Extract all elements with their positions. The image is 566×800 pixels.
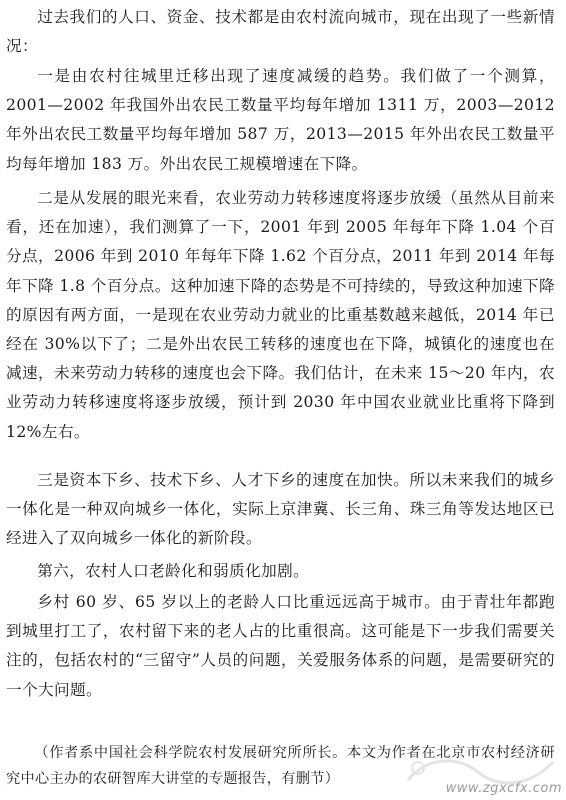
watermark-url: www.zgxcfx.com <box>445 781 562 796</box>
author-note: （作者系中国社会科学院农村发展研究所所长。本文为作者在北京市农村经济研究中心主办的农研智库大讲堂的专题报告，有删节） <box>6 745 555 787</box>
paragraph-migration-slowdown: 一是由农村往城里迁移出现了速度减缓的趋势。我们做了一个测算，2001—2002 年我国外出农民工数量平均每年增加 1311 万，2003—2012 年外出农民工数量平均每年增加 587 万，2013—2015 年外出农民工数量平均每年增加 183 万。外出农民工规模增速在下降。 <box>6 67 555 173</box>
paragraph-labor-transfer: 二是从发展的眼光来看，农业劳动力转移速度将逐步放缓（虽然从目前来看，还在加速），我们测算了一下，2001 年到 2005 年每年下降 1.04 个百分点，2006 年到 2010 年每年下降 1.62 个百分点，2011 年到 2014 年每年下降 1.8 个百分点。这种加速下降的态势是不可持续的，导致这种加速下降的原因有两方面，一是现在农业劳动力就业的比重基数越来越低，2014 年已经在 30%以下了；二是外出农民工转移的速度也在下降，城镇化的速度也在减速，未来劳动力转移的速度也会下降。我们估计，在未来 15～20 年内，农业劳动力转移速度将逐步放缓，预计到 2030 年中国农业就业比重将下降到 12%左右。 <box>6 189 555 441</box>
section-heading-aging: 第六，农村人口老龄化和弱质化加剧。 <box>37 562 310 580</box>
paragraph-aging-population: 乡村 60 岁、65 岁以上的老龄人口比重远远高于城市。由于青壮年都跑到城里打工了，农村留下来的老人占的比重很高。这可能是下一步我们需要关注的，包括农村的“三留守”人员的问题，关爱服务体系的问题，是需要研究的一个大问题。 <box>6 593 555 699</box>
paragraph-two-way-integration: 三是资本下乡、技术下乡、人才下乡的速度在加快。所以未来我们的城乡一体化是一种双向城乡一体化，实际上京津冀、长三角、珠三角等发达地区已经进入了双向城乡一体化的新阶段。 <box>6 471 555 548</box>
paragraph-intro: 过去我们的人口、资金、技术都是由农村流向城市，现在出现了一些新情况： <box>6 8 555 56</box>
